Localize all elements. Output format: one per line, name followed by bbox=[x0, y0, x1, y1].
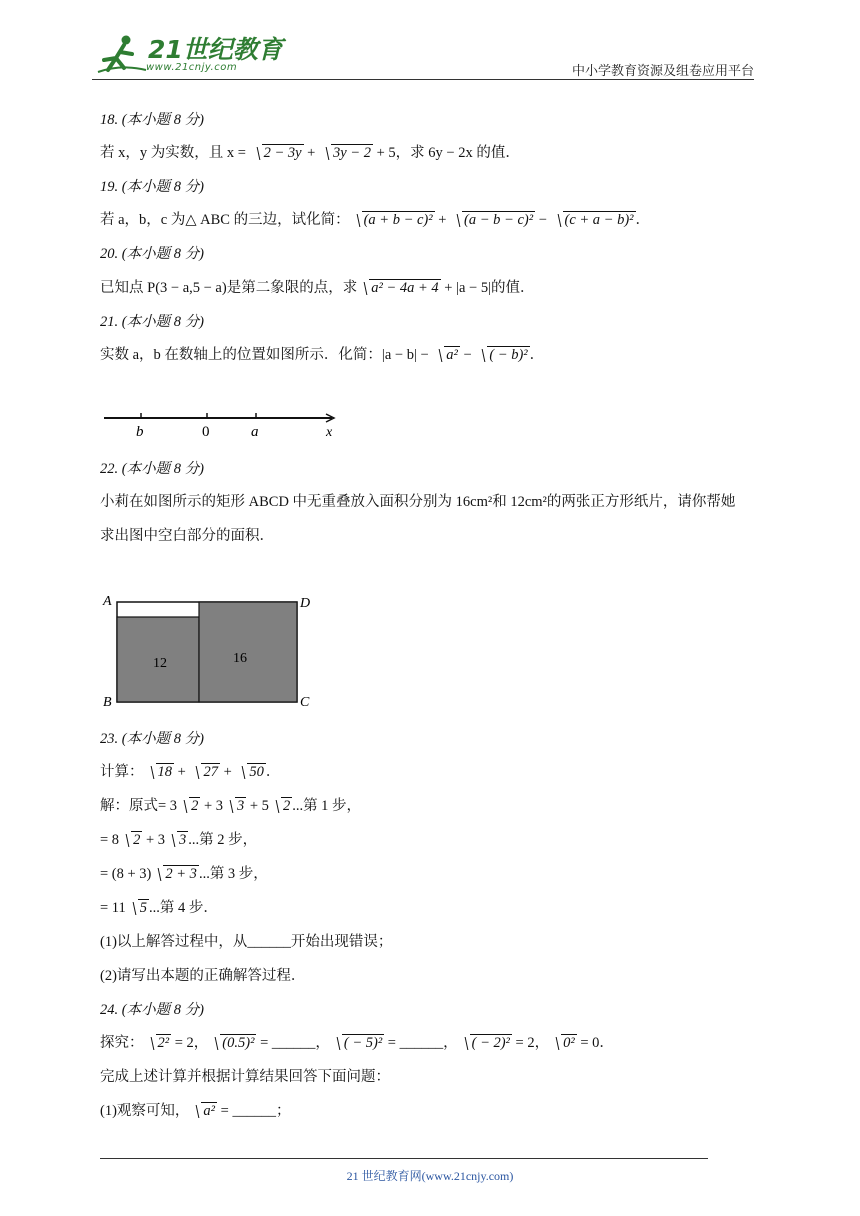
sqrt-symbol: 2 − 3y bbox=[252, 145, 304, 162]
q22-line1: 小莉在如图所示的矩形 ABCD 中无重叠放入面积分别为 16cm²和 12cm²的两张正方形纸片，请你帮她 bbox=[100, 494, 736, 510]
footer-text: 21 世纪教育网(www.21cnjy.com) bbox=[346, 1169, 514, 1183]
q19-heading: 19. (本小题 8 分) bbox=[100, 179, 204, 195]
q23-heading: 23. (本小题 8 分) bbox=[100, 731, 204, 747]
q24-line2: 完成上述计算并根据计算结果回答下面问题： bbox=[100, 1069, 390, 1085]
q22-line2: 求出图中空白部分的面积． bbox=[100, 528, 274, 544]
vertex-a-label: A bbox=[103, 594, 112, 609]
vertex-c-label: C bbox=[300, 695, 310, 710]
numline-b-label: b bbox=[136, 424, 144, 440]
q21-heading: 21. (本小题 8 分) bbox=[100, 314, 204, 330]
numline-zero-label: 0 bbox=[202, 424, 210, 440]
runner-logo-icon bbox=[96, 34, 148, 74]
large-square-label: 16 bbox=[233, 651, 247, 666]
number-line-figure bbox=[100, 404, 340, 440]
q23-part1: (1)以上解答过程中，从______开始出现错误； bbox=[100, 934, 393, 950]
q18-heading: 18. (本小题 8 分) bbox=[100, 112, 204, 128]
header-divider bbox=[92, 79, 754, 80]
q24-heading: 24. (本小题 8 分) bbox=[100, 1002, 204, 1018]
q24-explore: 探究： 2² = 2， (0.5)² = ______， ( − 5)² = ______， ( − 2)² = 2， 0² = 0． bbox=[100, 1035, 614, 1051]
q20-text: 已知点 P(3 − a,5 − a)是第二象限的点，求 a² − 4a + 4 + |a − 5|的值． bbox=[100, 280, 535, 296]
q23-step3: = (8 + 3) 2 + 3 ...第 3 步， bbox=[100, 866, 268, 882]
q24-line3: (1)观察可知， a² = ______； bbox=[100, 1103, 291, 1119]
numline-x-label: x bbox=[326, 425, 333, 440]
q23-calc: 计算： 18 + 27 + 50 ． bbox=[100, 764, 281, 780]
footer-divider bbox=[100, 1158, 708, 1159]
q18-text: 若 x，y 为实数，且 x = 2 − 3y + 3y − 2 + 5，求 6y − 2x 的值． bbox=[100, 145, 520, 161]
q19-text: 若 a，b，c 为△ ABC 的三边，试化简： (a + b − c)² + (a − b − c)² − (c + a − b)² ． bbox=[100, 212, 651, 228]
rectangle-abcd-figure bbox=[98, 590, 328, 710]
logo-text: 21世纪教育 bbox=[148, 35, 283, 64]
small-square-label: 12 bbox=[153, 656, 167, 671]
page-header bbox=[0, 0, 860, 82]
q23-step4: = 11 5 ...第 4 步． bbox=[100, 900, 218, 916]
numline-a-label: a bbox=[251, 424, 259, 440]
q22-heading: 22. (本小题 8 分) bbox=[100, 461, 204, 477]
vertex-b-label: B bbox=[103, 695, 112, 710]
q20-heading: 20. (本小题 8 分) bbox=[100, 246, 204, 262]
platform-title: 中小学教育资源及组卷应用平台 bbox=[571, 64, 754, 79]
logo-url: www.21cnjy.com bbox=[146, 62, 238, 73]
q23-step1: 解：原式= 3 2 + 3 3 + 5 2 ...第 1 步， bbox=[100, 798, 362, 814]
vertex-d-label: D bbox=[300, 596, 311, 611]
q23-part2: (2)请写出本题的正确解答过程． bbox=[100, 968, 306, 984]
q23-step2: = 8 2 + 3 3 ...第 2 步， bbox=[100, 832, 258, 848]
q21-text: 实数 a，b 在数轴上的位置如图所示．化简：|a − b| − a² − ( − b)² ． bbox=[100, 347, 545, 363]
